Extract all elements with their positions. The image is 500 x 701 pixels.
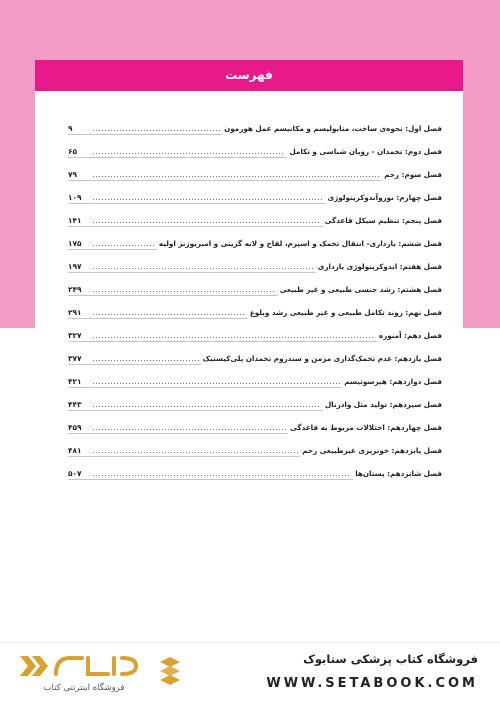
toc-entry-title: فصل چهارم: نوروآندوکرینولوژی <box>326 193 442 208</box>
toc-dot-leader <box>92 192 324 202</box>
toc-entry[interactable] <box>68 231 442 254</box>
toc-dot-leader <box>92 284 276 294</box>
toc-entry-page: ۱۷۵ <box>68 239 82 248</box>
toc-entry-page: ۹ <box>68 124 73 133</box>
toc-entry-page: ۶۵ <box>68 147 78 156</box>
toc-dot-leader <box>92 307 246 317</box>
setabook-logo-icon <box>18 650 150 696</box>
toc-dot-leader <box>92 123 220 133</box>
toc-entry-title: فصل دوم: تخمدان - رویان شناسی و تکامل <box>287 147 442 162</box>
toc-entry[interactable] <box>68 415 442 438</box>
toc-entry-title: فصل شانزدهم: پستان‌ها <box>353 469 442 484</box>
toc-entry-page: ۳۷۷ <box>68 354 82 363</box>
toc-entry-title: فصل دهم: آمنوره <box>377 331 442 346</box>
toc-entry[interactable] <box>68 461 442 484</box>
toc-entry-page: ۷۹ <box>68 170 78 179</box>
toc-entry-title: فصل هشتم: رشد جنسی طبیعی و غیر طبیعی <box>278 285 442 300</box>
table-of-contents <box>68 116 442 484</box>
logo-caption: فروشگاه اینترنتی کتاب <box>43 683 125 693</box>
footer-store-name: فروشگاه کتاب پزشکی ستابوک <box>303 652 478 666</box>
toc-dot-leader <box>92 353 199 363</box>
toc-dot-leader <box>92 146 285 156</box>
toc-entry[interactable] <box>68 208 442 231</box>
toc-entry-title: فصل یازدهم: عدم تخمک‌گذاری مزمن و سندروم تخمدان پلی‌کیستیک <box>201 354 442 369</box>
toc-dot-leader <box>92 215 321 225</box>
logo-chevrons-icon <box>20 656 48 676</box>
toc-entry-page: ۱۹۷ <box>68 262 82 271</box>
toc-dot-leader <box>92 422 286 432</box>
toc-entry[interactable] <box>68 392 442 415</box>
toc-dot-leader <box>92 376 340 386</box>
toc-dot-leader <box>92 238 155 248</box>
toc-entry[interactable] <box>68 300 442 323</box>
toc-entry[interactable] <box>68 254 442 277</box>
logo-wordmark-icon <box>56 658 136 674</box>
toc-dot-leader <box>92 399 321 409</box>
toc-entry[interactable] <box>68 162 442 185</box>
toc-entry-page: ۱۰۹ <box>68 193 82 202</box>
toc-entry-title: فصل ششم: بارداری- انتقال تخمک و اسپرم، لقاح و لانه گزینی و امبریوژنز اولیه <box>157 239 442 254</box>
toc-entry-title: فصل پنجم: تنظیم سیکل قاعدگی <box>323 216 442 231</box>
toc-dot-leader <box>92 261 314 271</box>
toc-entry-page: ۵۰۷ <box>68 469 82 478</box>
footer-website-link[interactable]: WWW.SETABOOK.COM <box>266 676 478 691</box>
toc-entry-title: فصل اول: نحوه‌ی ساخت، متابولیسم و مکانیسم عمل هورمون <box>222 124 442 139</box>
toc-dot-leader <box>92 468 351 478</box>
toc-entry[interactable] <box>68 277 442 300</box>
toc-entry-page: ۴۵۹ <box>68 423 82 432</box>
toc-entry-title: فصل دوازدهم: هیرسوتیسم <box>342 377 442 392</box>
toc-entry-page: ۴۲۱ <box>68 377 82 386</box>
toc-dot-leader <box>92 445 298 455</box>
toc-entry[interactable] <box>68 438 442 461</box>
toc-entry-page: ۱۴۱ <box>68 216 82 225</box>
toc-entry[interactable] <box>68 116 442 139</box>
toc-dot-leader <box>92 330 375 340</box>
toc-entry[interactable] <box>68 323 442 346</box>
toc-entry[interactable] <box>68 346 442 369</box>
toc-dot-leader <box>92 169 380 179</box>
toc-heading: فهرست <box>225 68 273 82</box>
toc-entry-page: ۲۹۱ <box>68 308 82 317</box>
toc-entry[interactable] <box>68 185 442 208</box>
toc-entry-title: فصل نهم: روند تکامل طبیعی و غیر طبیعی رشد وبلوغ <box>248 308 442 323</box>
toc-entry[interactable] <box>68 139 442 162</box>
toc-entry-title: فصل سیزدهم: تولید مثل وادرنال <box>323 400 442 415</box>
toc-entry-title: فصل سوم: رحم <box>382 170 442 185</box>
toc-entry-title: فصل چهاردهم: اختلالات مربوط به قاعدگی <box>288 423 442 438</box>
toc-entry-title: فصل پانزدهم: خونریزی غیرطبیعی رحم <box>300 446 442 461</box>
toc-entry-page: ۳۲۷ <box>68 331 82 340</box>
toc-entry-page: ۴۴۳ <box>68 400 82 409</box>
toc-entry-title: فصل هفتم: اندوکرینولوژی بارداری <box>316 262 442 277</box>
toc-entry[interactable] <box>68 369 442 392</box>
toc-entry-page: ۴۸۱ <box>68 446 82 455</box>
toc-entry-page: ۲۴۹ <box>68 285 82 294</box>
